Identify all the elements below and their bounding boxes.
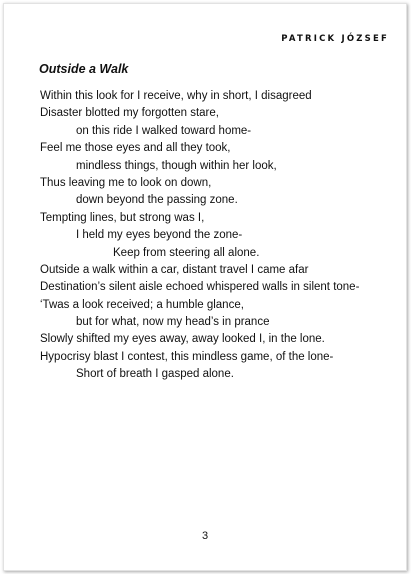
poem-line: Short of breath I gasped alone. [76, 368, 234, 381]
poem-line: ‘Twas a look received; a humble glance, [40, 298, 244, 311]
poem-line: Thus leaving me to look on down, [40, 176, 212, 189]
poem-line: Outside a walk within a car, distant travel I came afar [40, 263, 309, 276]
page-number: 3 [201, 530, 209, 542]
poem-line: Keep from steering all alone. [113, 246, 260, 259]
poem-line: on this ride I walked toward home- [76, 124, 252, 137]
poem-line: Within this look for I receive, why in short, I disagreed [40, 90, 312, 102]
poem-line: but for what, now my head’s in prance [76, 316, 270, 329]
poem-line: I held my eyes beyond the zone- [76, 229, 243, 242]
poem-line: Hypocrisy blast I contest, this mindless game, of the lone- [40, 350, 334, 363]
document-page [3, 3, 407, 571]
poem-line: Tempting lines, but strong was I, [40, 211, 205, 224]
author-header: PATRICK JÓZSEF [281, 34, 389, 44]
poem-line: down beyond the passing zone. [76, 194, 238, 207]
poem-line: Destination’s silent aisle echoed whispered walls in silent tone- [40, 281, 360, 294]
poem-line: Disaster blotted my forgotten stare, [40, 107, 219, 120]
poem-body [40, 88, 400, 384]
poem-line: Slowly shifted my eyes away, away looked I, in the lone. [40, 333, 325, 346]
poem-line: Feel me those eyes and all they took, [40, 142, 231, 155]
poem-title: Outside a Walk [39, 62, 129, 76]
poem-line: mindless things, though within her look, [76, 159, 277, 172]
